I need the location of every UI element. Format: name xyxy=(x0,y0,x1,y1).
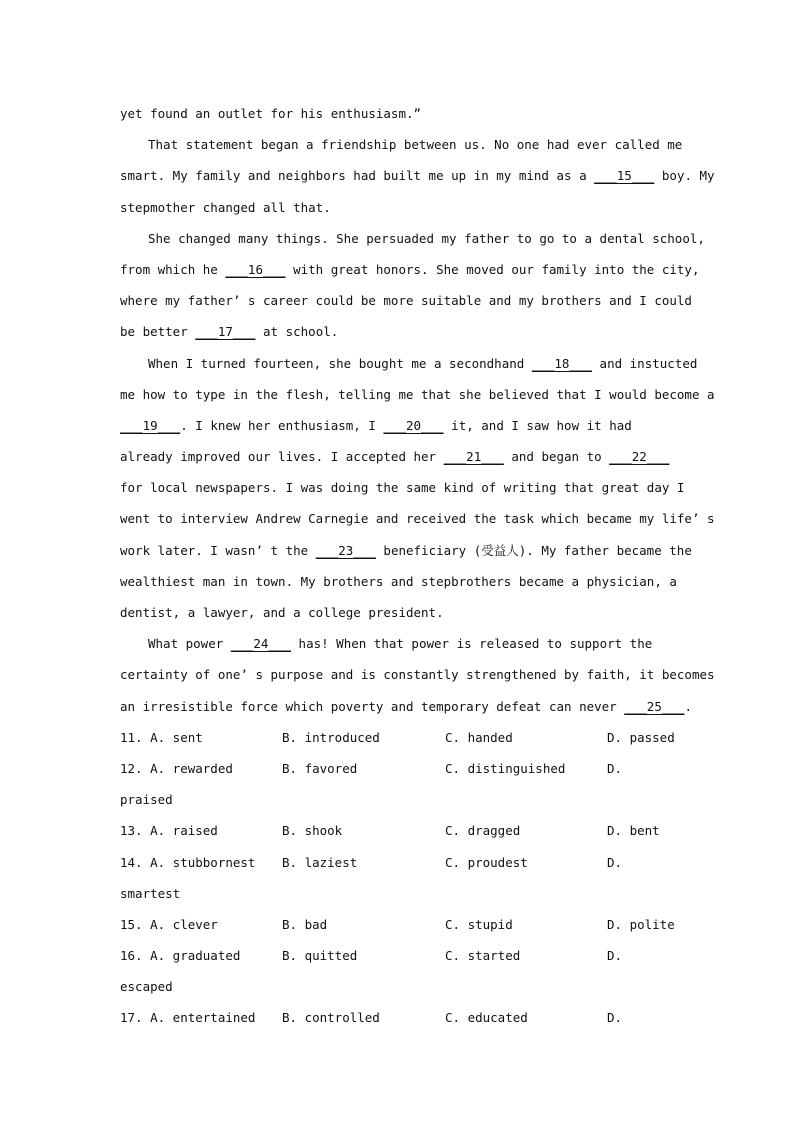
passage-line: work later. I wasn’ t the ___23___ beneficiary (受益人). My father became the xyxy=(120,542,692,558)
option-b: B. controlled xyxy=(282,1010,380,1026)
option-c: C. dragged xyxy=(445,823,521,839)
option-row-11 xyxy=(120,722,676,753)
option-b: B. bad xyxy=(282,916,328,932)
option-a: 16. A. graduated xyxy=(120,948,241,964)
passage-line: stepmother changed all that. xyxy=(120,199,331,215)
option-a: 11. A. sent xyxy=(120,729,203,745)
blank-19: ___19___ xyxy=(120,417,181,433)
passage-line: me how to type in the flesh, telling me that she believed that I would become a xyxy=(120,386,715,402)
passage-line: wealthiest man in town. My brothers and stepbrothers became a physician, a xyxy=(120,573,677,589)
blank-17: ___17___ xyxy=(195,324,256,340)
option-a: 17. A. entertained xyxy=(120,1010,256,1026)
option-a: 13. A. raised xyxy=(120,823,218,839)
blank-21: ___21___ xyxy=(443,449,504,465)
option-d-wrapped: praised xyxy=(120,792,173,808)
option-a: 12. A. rewarded xyxy=(120,760,233,776)
document-page xyxy=(120,98,715,1034)
option-a: 14. A. stubbornest xyxy=(120,854,256,870)
blank-22: ___22___ xyxy=(609,449,670,465)
option-b: B. favored xyxy=(282,760,358,776)
passage-line: smart. My family and neighbors had built me up in my mind as a ___15___ boy. My xyxy=(120,168,715,184)
blank-24: ___24___ xyxy=(230,636,292,652)
option-d-wrapped: smartest xyxy=(120,885,181,901)
blank-25: ___25___ xyxy=(624,698,685,714)
passage-line: What power ___24___ has! When that power is released to support the xyxy=(148,636,653,652)
option-row-15 xyxy=(120,909,676,940)
option-d: D. xyxy=(607,1010,623,1026)
blank-16: ___16___ xyxy=(225,261,286,277)
option-c: C. started xyxy=(445,948,521,964)
option-d: D. xyxy=(607,854,623,870)
option-row-16 xyxy=(120,940,676,971)
passage-line: be better ___17___ at school. xyxy=(120,324,339,340)
passage-line: ___19___. I knew her enthusiasm, I ___20___ it, and I saw how it had xyxy=(120,417,632,433)
passage-line: dentist, a lawyer, and a college president. xyxy=(120,605,444,620)
option-d-wrapped: escaped xyxy=(120,979,173,995)
option-b: B. quitted xyxy=(282,948,358,964)
option-wrap-14 xyxy=(120,878,676,909)
passage-line: already improved our lives. I accepted her ___21___ and began to ___22___ xyxy=(120,449,670,465)
blank-15: ___15___ xyxy=(594,168,655,184)
option-row-14 xyxy=(120,847,676,878)
option-wrap-16 xyxy=(120,971,676,1002)
option-row-12 xyxy=(120,753,676,784)
option-c: C. proudest xyxy=(445,854,528,870)
option-c: C. educated xyxy=(445,1010,528,1026)
option-c: C. distinguished xyxy=(445,760,566,776)
passage-line: She changed many things. She persuaded my father to go to a dental school, xyxy=(148,230,705,246)
option-c: C. stupid xyxy=(445,916,513,932)
option-d: D. polite xyxy=(607,916,675,932)
passage-line: That statement began a friendship between us. No one had ever called me xyxy=(148,137,683,153)
option-c: C. handed xyxy=(445,729,513,745)
option-b: B. introduced xyxy=(282,729,380,745)
option-a: 15. A. clever xyxy=(120,916,218,932)
option-b: B. shook xyxy=(282,823,343,839)
option-row-17 xyxy=(120,1002,676,1033)
option-d: D. xyxy=(607,948,623,964)
passage-line: yet found an outlet for his enthusiasm.” xyxy=(120,106,422,121)
option-d: D. passed xyxy=(607,729,675,745)
passage-line: for local newspapers. I was doing the same kind of writing that great day I xyxy=(120,480,685,496)
blank-20: ___20___ xyxy=(383,417,444,433)
option-d: D. bent xyxy=(607,823,660,839)
option-row-13 xyxy=(120,815,676,846)
blank-23: ___23___ xyxy=(315,542,376,558)
passage-line: where my father’ s career could be more suitable and my brothers and I could xyxy=(120,293,692,309)
passage-line: went to interview Andrew Carnegie and received the task which became my life’ s xyxy=(120,511,715,527)
options-list xyxy=(120,722,676,1034)
option-b: B. laziest xyxy=(282,854,358,870)
option-wrap-12 xyxy=(120,784,676,815)
option-d: D. xyxy=(607,760,623,776)
blank-18: ___18___ xyxy=(531,355,593,371)
passage-line: an irresistible force which poverty and temporary defeat can never ___25___. xyxy=(120,698,692,714)
passage-line: from which he ___16___ with great honors. She moved our family into the city, xyxy=(120,261,700,277)
passage-line: certainty of one’ s purpose and is constantly strengthened by faith, it becomes xyxy=(120,667,715,683)
passage-line: When I turned fourteen, she bought me a secondhand ___18___ and instucted xyxy=(148,355,698,371)
